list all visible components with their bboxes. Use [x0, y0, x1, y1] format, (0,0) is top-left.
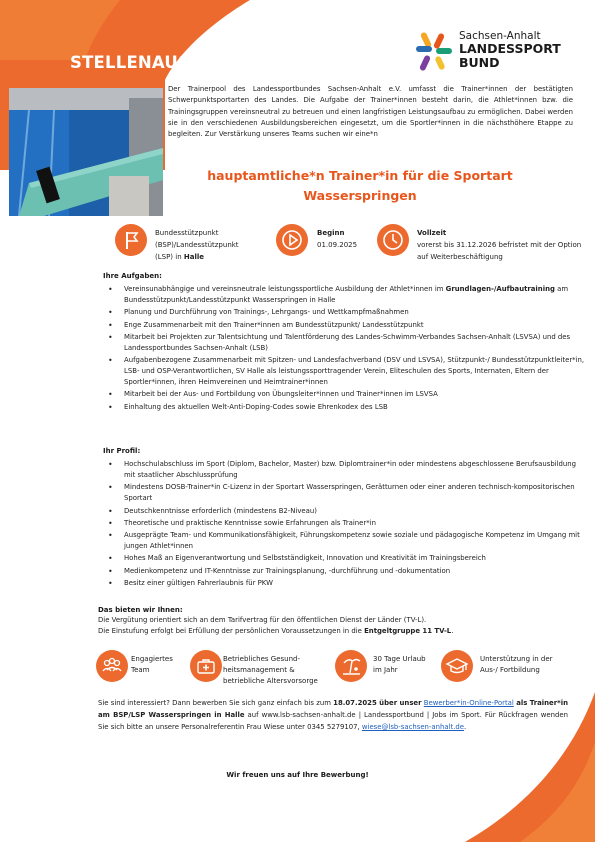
benefit-health: Betriebliches Gesund- heitsmanagement & betriebliche Altersvorsorge	[223, 655, 318, 685]
benefit-team: Engagiertes Team	[131, 655, 173, 674]
fact-employment-value: vorerst bis 31.12.2026 befristet mit der Option auf Weiterbeschäftigung	[417, 241, 582, 261]
offer-line1: Die Vergütung orientiert sich an dem Tarifvertrag für den öffentlichen Dienst der Länder (TV-L).	[98, 616, 427, 624]
tasks-list	[108, 284, 588, 414]
graduation-cap-icon	[441, 650, 473, 682]
tasks-heading: Ihre Aufgaben:	[103, 272, 162, 280]
list-item: • Mitarbeit bei Projekten zur Talentsichtung und Talentförderung des Landes-Schwimm-Verbandes Sachsen-Anhalt (LSVSA) und des Landessportbundes Sachsen-Anhalt (LSB)	[108, 332, 588, 354]
clock-icon	[377, 224, 409, 256]
list-item: • Hohes Maß an Eigenverantwortung und Selbstständigkeit, Innovation und Kreativität im Trainingsbereich	[108, 553, 588, 564]
job-headline-line1: hauptamtliche*n Trainer*in für die Sportart	[207, 168, 513, 183]
fact-start-label: Beginn	[317, 229, 345, 237]
position-location: als Trainer*in am BSP/LSP Wasserspringen in Halle	[98, 699, 568, 719]
profile-list	[108, 459, 588, 590]
pay-grade: Entgeltgruppe 11 TV-L	[364, 627, 452, 635]
application-deadline: 18.07.2025 über unser	[333, 699, 422, 707]
job-headline	[160, 166, 560, 206]
list-item: • Vereinsunabhängige und vereinsneutrale leistungssportliche Ausbildung der Athlet*innen im Grundlagen-/Aufbautraining am Bundesstützpunkt/Landesstützpunkt Wasserspringen in Halle	[108, 284, 588, 306]
offer-line2: Die Einstufung erfolgt bei Erfüllung der persönlichen Voraussetzungen in die	[98, 627, 365, 635]
application-info: Sie sind interessiert? Dann bewerben Sie sich ganz einfach bis zum 18.07.2025 über unser Bewerber*in-Online-Portal als Trainer*in am BSP/LSP Wasserspringen in Halle auf www.lsb-sachsen-anhalt.de | Landessportbund | Jobs im Sport. Für Rückfragen wenden Sie sich bitte an unsere Personalreferentin Frau Wiese unter 0345 5279107, wiese@lsb-sachsen-anhalt.de.	[98, 699, 568, 731]
job-headline-line2: Wasserspringen	[303, 188, 417, 203]
key-facts	[0, 224, 595, 268]
list-item: • Medienkompetenz und IT-Kenntnisse zur Trainingsplanung, -durchführung und -dokumentation	[108, 566, 588, 577]
fact-start	[317, 227, 377, 251]
list-item: • Deutschkenntnisse erforderlich (mindestens B2-Niveau)	[108, 506, 588, 517]
diving-platform-photo	[9, 88, 163, 216]
fact-location	[155, 227, 275, 263]
logo-line2: LANDESSPORT	[459, 41, 561, 56]
list-item: • Planung und Durchführung von Trainings-, Lehrgangs- und Wettkampfmaßnahmen	[108, 307, 588, 318]
lsb-logo	[414, 30, 574, 75]
list-item: • Enge Zusammenarbeit mit den Trainer*innen am Bundesstützpunkt/ Landesstützpunkt	[108, 320, 588, 331]
vacation-icon	[335, 650, 367, 682]
page-title: STELLENAUSSCHREIBUNG	[70, 53, 313, 72]
logo-line3: BUND	[459, 55, 500, 70]
fact-location-line3: (LSP) in	[155, 253, 182, 261]
intro-text: Der Trainerpool des Landessportbundes Sachsen-Anhalt e.V. umfasst die Trainer*innen der bestätigten Schwerpunktsportarten des Landes. Die Aufgabe der Trainer*innen besteht darin, die Athlet*innen bzw. die Trainingsgruppen vereinsneutral zu betreuen und einen langfristigen Leistungsaufbau zu ermöglichen. Dabei werden sie in den verschiedenen Ausbildungsbereichen eingesetzt, um die Sportler*innen in die nächsthöhere Etappe zu begleiten. Zur Verstärkung unseres Teams suchen wir eine*n	[168, 85, 573, 139]
benefit-vacation: 30 Tage Urlaub im Jahr	[373, 655, 426, 674]
applicant-portal-link[interactable]: Bewerber*in-Online-Portal	[423, 699, 514, 707]
list-item: • Aufgabenbezogene Zusammenarbeit mit Spitzen- und Landesfachverband (DSV und LSVSA), Stützpunkt-/ Bundesstützpunktleiter*in, LSB- und OSP-Verantwortlichen, SV Halle als leistungssporttragender Verein, Eliteschulen des Sports, Internaten, Eltern der Sportler*innen, ihren Heimvereinen und Heimtrainer*innen	[108, 355, 588, 388]
list-item: • Mindestens DOSB-Trainer*in C-Lizenz in der Sportart Wasserspringen, Gerätturnen oder einer anderen technisch-kompositorischen Sportart	[108, 482, 588, 504]
email-link[interactable]: wiese@lsb-sachsen-anhalt.de	[361, 723, 465, 731]
flag-icon	[115, 224, 147, 256]
first-aid-kit-icon	[190, 650, 222, 682]
fact-location-city: Halle	[183, 253, 205, 261]
list-item: • Theoretische und praktische Kenntnisse sowie Erfahrungen als Trainer*in	[108, 518, 588, 529]
list-item: • Hochschulabschluss im Sport (Diplom, Bachelor, Master) bzw. Diplomtrainer*in oder mindestens abgeschlossene Berufsausbildung mit staatlicher Abschlussprüfung	[108, 459, 588, 481]
fact-start-value: 01.09.2025	[317, 241, 358, 249]
list-item: • Einhaltung des aktuellen Welt-Anti-Doping-Codes sowie Ehrenkodex des LSB	[108, 402, 588, 413]
offer-text: Die Vergütung orientiert sich an dem Tarifvertrag für den öffentlichen Dienst der Länder (TV-L). Die Einstufung erfolgt bei Erfüllung der persönlichen Voraussetzungen in die Entgeltgruppe 11 TV-L.	[98, 615, 568, 637]
closing-text: Wir freuen uns auf Ihre Bewerbung!	[226, 771, 369, 779]
fact-employment	[417, 227, 592, 263]
benefit-training: Unterstützung in der Aus-/ Fortbildung	[480, 655, 553, 674]
fact-location-line2: (BSP)/Landesstützpunkt	[155, 241, 239, 249]
list-item: • Besitz einer gültigen Fahrerlaubnis für PKW	[108, 578, 588, 589]
fact-employment-label: Vollzeit	[417, 229, 447, 237]
play-icon	[276, 224, 308, 256]
fact-location-line1: Bundesstützpunkt	[155, 229, 219, 237]
lsb-logo-icon	[414, 30, 454, 72]
list-item: • Ausgeprägte Team- und Kommunikationsfähigkeit, Führungskompetenz sowie soziale und pädagogische Kompetenz im Umgang mit jungen Athlet*innen	[108, 530, 588, 552]
team-icon	[96, 650, 128, 682]
logo-line1: Sachsen-Anhalt	[459, 30, 541, 42]
profile-heading: Ihr Profil:	[103, 447, 141, 455]
offer-heading: Das bieten wir Ihnen:	[98, 606, 183, 614]
list-item: • Mitarbeit bei der Aus- und Fortbildung von Übungsleiter*innen und Trainer*innen im LSVSA	[108, 389, 588, 400]
benefits	[0, 650, 595, 696]
